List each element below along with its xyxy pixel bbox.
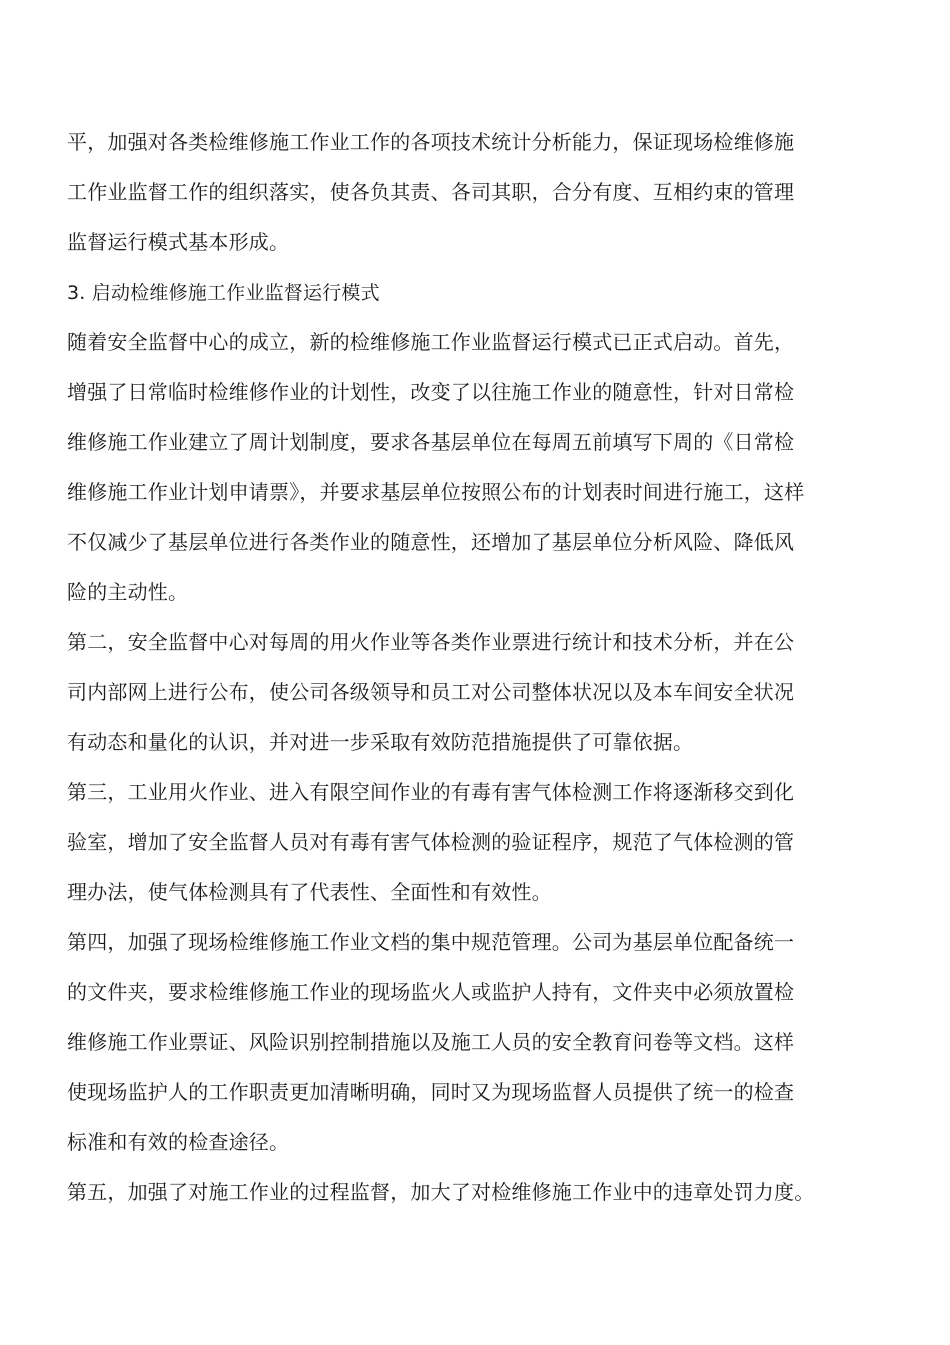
paragraph-6-line-1: 第五，加强了对施工作业的过程监督，加大了对检维修施工作业中的违章处罚力度。 — [67, 1180, 815, 1204]
paragraph-5-line-4: 使现场监护人的工作职责更加清晰明确，同时又为现场监督人员提供了统一的检查 — [67, 1080, 795, 1104]
paragraph-1-line-3: 监督运行模式基本形成。 — [67, 230, 290, 254]
paragraph-2-line-4: 维修施工作业计划申请票》，并要求基层单位按照公布的计划表时间进行施工，这样 — [67, 480, 805, 504]
paragraph-4-line-3: 理办法，使气体检测具有了代表性、全面性和有效性。 — [67, 880, 552, 904]
paragraph-2-line-5: 不仅减少了基层单位进行各类作业的随意性，还增加了基层单位分析风险、降低风 — [67, 530, 795, 554]
paragraph-5-line-2: 的文件夹，要求检维修施工作业的现场监火人或监护人持有，文件夹中必须放置检 — [67, 980, 795, 1004]
paragraph-2-line-2: 增强了日常临时检维修作业的计划性，改变了以往施工作业的随意性，针对日常检 — [67, 380, 795, 404]
paragraph-2-line-3: 维修施工作业建立了周计划制度，要求各基层单位在每周五前填写下周的《日常检 — [67, 430, 795, 454]
paragraph-4-line-2: 验室，增加了安全监督人员对有毒有害气体检测的验证程序，规范了气体检测的管 — [67, 830, 795, 854]
paragraph-5-line-5: 标准和有效的检查途径。 — [67, 1130, 290, 1154]
paragraph-2-line-1: 随着安全监督中心的成立，新的检维修施工作业监督运行模式已正式启动。首先， — [67, 330, 795, 354]
paragraph-1-line-2: 工作业监督工作的组织落实，使各负其责、各司其职，合分有度、互相约束的管理 — [67, 180, 795, 204]
paragraph-5-line-1: 第四，加强了现场检维修施工作业文档的集中规范管理。公司为基层单位配备统一 — [67, 930, 795, 954]
paragraph-2-line-6: 险的主动性。 — [67, 580, 189, 604]
paragraph-3-line-2: 司内部网上进行公布，使公司各级领导和员工对公司整体状况以及本车间安全状况 — [67, 680, 795, 704]
section-heading: 3. 启动检维修施工作业监督运行模式 — [67, 282, 380, 304]
paragraph-3-line-3: 有动态和量化的认识，并对进一步采取有效防范措施提供了可靠依据。 — [67, 730, 694, 754]
paragraph-4-line-1: 第三，工业用火作业、进入有限空间作业的有毒有害气体检测工作将逐渐移交到化 — [67, 780, 795, 804]
paragraph-5-line-3: 维修施工作业票证、风险识别控制措施以及施工人员的安全教育问卷等文档。这样 — [67, 1030, 795, 1054]
paragraph-3-line-1: 第二，安全监督中心对每周的用火作业等各类作业票进行统计和技术分析，并在公 — [67, 630, 795, 654]
paragraph-1-line-1: 平，加强对各类检维修施工作业工作的各项技术统计分析能力，保证现场检维修施 — [67, 130, 795, 154]
